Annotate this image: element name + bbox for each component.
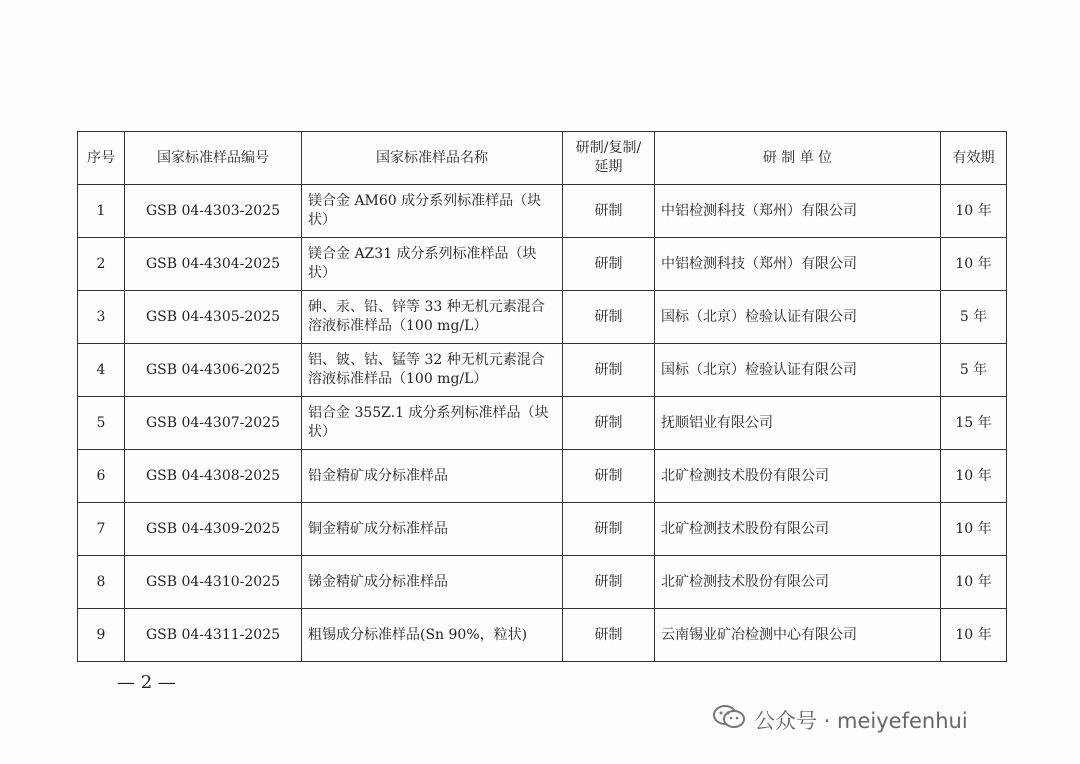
table-header-row xyxy=(78,132,1007,185)
header-unit: 研 制 单 位 xyxy=(655,132,941,185)
cell-type: 研制 xyxy=(563,238,655,291)
cell-unit: 云南锡业矿冶检测中心有限公司 xyxy=(655,609,941,662)
header-type: 研制/复制/延期 xyxy=(563,132,655,185)
cell-code: GSB 04-4307-2025 xyxy=(125,397,302,450)
cell-unit: 北矿检测技术股份有限公司 xyxy=(655,503,941,556)
cell-type: 研制 xyxy=(563,450,655,503)
cell-code: GSB 04-4309-2025 xyxy=(125,503,302,556)
cell-unit: 北矿检测技术股份有限公司 xyxy=(655,450,941,503)
cell-valid: 5 年 xyxy=(941,291,1007,344)
cell-valid: 10 年 xyxy=(941,238,1007,291)
cell-type: 研制 xyxy=(563,344,655,397)
cell-valid: 10 年 xyxy=(941,556,1007,609)
wechat-icon xyxy=(712,704,746,735)
cell-valid: 10 年 xyxy=(941,609,1007,662)
cell-name: 粗锡成分标准样品(Sn 90%，粒状) xyxy=(302,609,563,662)
cell-no: 5 xyxy=(78,397,125,450)
header-no: 序号 xyxy=(78,132,125,185)
cell-unit: 国标（北京）检验认证有限公司 xyxy=(655,291,941,344)
table-row xyxy=(78,503,1007,556)
header-code: 国家标准样品编号 xyxy=(125,132,302,185)
cell-unit: 国标（北京）检验认证有限公司 xyxy=(655,344,941,397)
cell-name: 镁合金 AZ31 成分系列标准样品（块状） xyxy=(302,238,563,291)
cell-type: 研制 xyxy=(563,503,655,556)
table-row xyxy=(78,291,1007,344)
standard-samples-table xyxy=(77,131,1007,662)
header-name: 国家标准样品名称 xyxy=(302,132,563,185)
table-row xyxy=(78,556,1007,609)
cell-name: 锑金精矿成分标准样品 xyxy=(302,556,563,609)
page-number: — 2 — xyxy=(117,672,176,693)
cell-no: 4 xyxy=(78,344,125,397)
cell-name: 铝、铍、钴、锰等 32 种无机元素混合溶液标准样品（100 mg/L） xyxy=(302,344,563,397)
table-row xyxy=(78,185,1007,238)
cell-code: GSB 04-4304-2025 xyxy=(125,238,302,291)
watermark xyxy=(712,704,968,735)
cell-valid: 15 年 xyxy=(941,397,1007,450)
cell-name: 铅金精矿成分标准样品 xyxy=(302,450,563,503)
cell-name: 砷、汞、铅、锌等 33 种无机元素混合溶液标准样品（100 mg/L） xyxy=(302,291,563,344)
cell-code: GSB 04-4305-2025 xyxy=(125,291,302,344)
cell-no: 2 xyxy=(78,238,125,291)
cell-type: 研制 xyxy=(563,556,655,609)
table-row xyxy=(78,609,1007,662)
cell-unit: 抚顺铝业有限公司 xyxy=(655,397,941,450)
cell-type: 研制 xyxy=(563,291,655,344)
table-row xyxy=(78,397,1007,450)
table-row xyxy=(78,450,1007,503)
cell-no: 3 xyxy=(78,291,125,344)
header-valid: 有效期 xyxy=(941,132,1007,185)
cell-type: 研制 xyxy=(563,609,655,662)
cell-unit: 中铝检测科技（郑州）有限公司 xyxy=(655,185,941,238)
cell-type: 研制 xyxy=(563,397,655,450)
cell-valid: 10 年 xyxy=(941,503,1007,556)
cell-unit: 中铝检测科技（郑州）有限公司 xyxy=(655,238,941,291)
cell-valid: 10 年 xyxy=(941,185,1007,238)
cell-valid: 10 年 xyxy=(941,450,1007,503)
cell-name: 镁合金 AM60 成分系列标准样品（块状） xyxy=(302,185,563,238)
cell-code: GSB 04-4303-2025 xyxy=(125,185,302,238)
cell-no: 8 xyxy=(78,556,125,609)
cell-valid: 5 年 xyxy=(941,344,1007,397)
cell-no: 6 xyxy=(78,450,125,503)
cell-no: 7 xyxy=(78,503,125,556)
table-row xyxy=(78,344,1007,397)
watermark-text: 公众号 · meiyefenhui xyxy=(754,708,968,733)
table-row xyxy=(78,238,1007,291)
cell-code: GSB 04-4310-2025 xyxy=(125,556,302,609)
cell-name: 铝合金 355Z.1 成分系列标准样品（块状） xyxy=(302,397,563,450)
cell-code: GSB 04-4306-2025 xyxy=(125,344,302,397)
cell-code: GSB 04-4308-2025 xyxy=(125,450,302,503)
cell-code: GSB 04-4311-2025 xyxy=(125,609,302,662)
cell-unit: 北矿检测技术股份有限公司 xyxy=(655,556,941,609)
cell-no: 9 xyxy=(78,609,125,662)
cell-type: 研制 xyxy=(563,185,655,238)
cell-name: 铜金精矿成分标准样品 xyxy=(302,503,563,556)
cell-no: 1 xyxy=(78,185,125,238)
